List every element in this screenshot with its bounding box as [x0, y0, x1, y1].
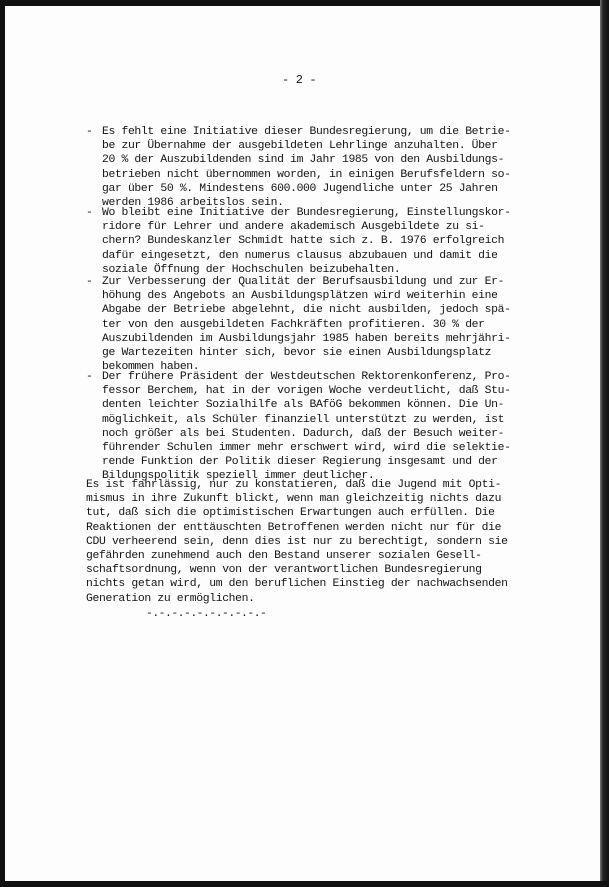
text-line: Bildungspolitik speziell immer deutlicher. [102, 470, 375, 483]
text-line: Auszubildenden im Ausbildungsjahr 1985 haben bereits mehrjähri- [102, 332, 511, 345]
page-number: - 2 - [282, 73, 317, 87]
text-line: ge Wartezeiten hinter sich, bevor sie einen Ausbildungsplatz [102, 346, 492, 359]
bullet-text [102, 125, 532, 210]
bullet-text [102, 275, 532, 374]
text-line: führender Schulen immer mehr erschwert wird, wird die selektie- [102, 441, 511, 454]
text-line: nichts getan wird, um den beruflichen Einstieg der nachwachsenden [86, 578, 508, 591]
text-line: Der frühere Präsident der Westdeutschen Rektorenkonferenz, Pro- [102, 371, 511, 383]
text-line: möglichkeit, als Schüler finanziell unterstützt zu werden, ist [102, 413, 505, 426]
text-line: noch größer als bei Studenten. Dadurch, daß der Besuch weiter- [102, 427, 505, 440]
text-line: Abgabe der Betriebe abgelehnt, die nicht ausbilden, jedoch spä- [102, 304, 511, 317]
bullet-text [102, 206, 532, 277]
text-line: Wo bleibt eine Initiative der Bundesregierung, Einstellungskor- [102, 207, 511, 219]
text-line: tut, daß sich die optimistischen Erwartungen auch erfüllen. Die [86, 507, 495, 520]
text-line: Generation zu ermöglichen. [86, 592, 255, 605]
text-line: be zur Übernahme der ausgebildeten Lehrlinge anzuhalten. Über [102, 140, 498, 153]
text-line: mismus in ihre Zukunft blickt, wenn man gleichzeitig nichts dazu [86, 493, 502, 506]
scan-edge-top [0, 0, 609, 6]
scan-edge-left [0, 0, 5, 887]
text-line: gar über 50 %. Mindestens 600.000 Jugendliche unter 25 Jahren [102, 182, 498, 195]
text-line: fessor Berchem, hat in der vorigen Woche verdeutlicht, daß Stu- [102, 385, 511, 398]
text-line: dafür eingesetzt, den numerus clausus abzubauen und damit die [102, 249, 498, 262]
closing-paragraph [86, 478, 536, 606]
text-line: schaftsordnung, wenn von der verantwortlichen Bundesregierung [86, 564, 482, 577]
text-line: höhung des Angebots an Ausbildungsplätzen wird weiterhin eine [102, 290, 498, 303]
bullet-dash: - [86, 276, 93, 288]
text-line: Es fehlt eine Initiative dieser Bundesregierung, um die Betrie- [102, 126, 511, 138]
end-separator: -.-.-.-.-.-.-.-.-.- [146, 608, 267, 620]
text-line: gefährden zunehmend auch den Bestand unserer sozialen Gesell- [86, 549, 482, 562]
text-line: CDU verheerend sein, denn dies ist nur zu berechtigt, sondern sie [86, 535, 508, 548]
text-line: bekommen haben. [102, 361, 200, 374]
scan-edge-bottom [0, 881, 609, 887]
text-line: 20 % der Auszubildenden sind im Jahr 1985 von den Ausbildungs- [102, 154, 505, 167]
text-line: soziale Öffnung der Hochschulen beizubehalten. [102, 263, 401, 276]
text-line: Reaktionen der enttäuschten Betroffenen werden nicht nur für die [86, 521, 502, 534]
text-line: Es ist fahrlässig, nur zu konstatieren, daß die Jugend mit Opti- [86, 479, 502, 491]
text-line: betrieben nicht übernommen worden, in einigen Berufsfeldern so- [102, 168, 511, 181]
text-line: ridore für Lehrer und andere akademisch Ausgebildete zu si- [102, 221, 485, 234]
bullet-dash: - [86, 207, 93, 219]
scan-edge-right [600, 0, 609, 887]
text-line: rende Funktion der Politik dieser Regierung insgesamt und der [102, 456, 498, 469]
bullet-dash: - [86, 371, 93, 383]
text-line: Zur Verbesserung der Qualität der Berufsausbildung und zur Er- [102, 276, 505, 288]
text-line: chern? Bundeskanzler Schmidt hatte sich z. B. 1976 erfolgreich [102, 235, 505, 248]
text-line: werden 1986 arbeitslos sein. [102, 196, 284, 209]
bullet-text [102, 370, 532, 484]
text-line: ter von den ausgebildeten Fachkräften profitieren. 30 % der [102, 318, 485, 331]
text-line: denten leichter Sozialhilfe als BAföG bekommen können. Die Un- [102, 399, 505, 412]
bullet-dash: - [86, 126, 93, 138]
